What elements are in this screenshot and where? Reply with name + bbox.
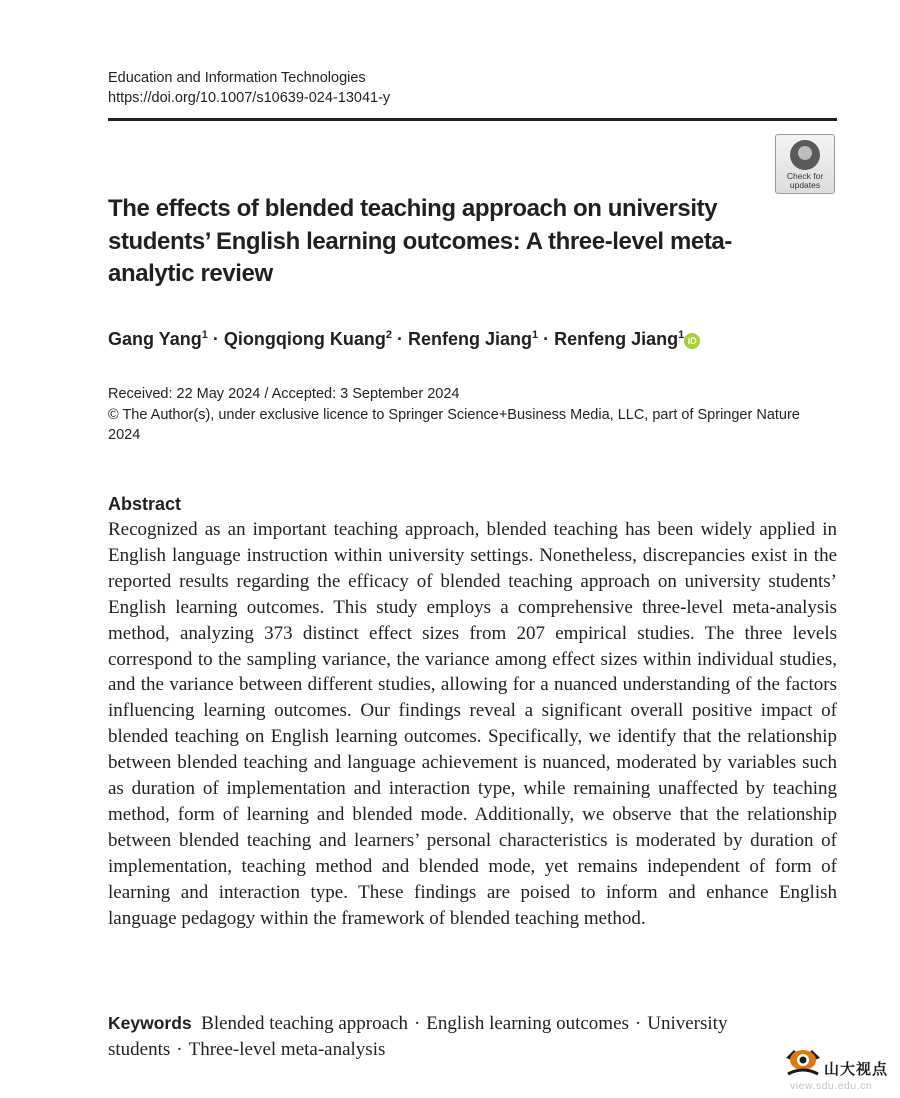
keyword-item: Blended teaching approach: [201, 1013, 408, 1034]
author-name[interactable]: Renfeng Jiang: [554, 329, 679, 349]
author-name[interactable]: Gang Yang: [108, 329, 202, 349]
check-updates-icon: [790, 140, 820, 170]
author-name[interactable]: Qiongqiong Kuang: [223, 329, 386, 349]
header-rule: [108, 118, 837, 121]
watermark-name: 山大视点: [824, 1061, 889, 1078]
keyword-separator: ·: [634, 1013, 642, 1034]
watermark: [778, 1034, 900, 1098]
author-separator: ·: [212, 329, 219, 349]
abstract-heading: Abstract: [108, 494, 182, 514]
watermark-url: view.sdu.edu.cn: [790, 1080, 873, 1092]
received-accepted: Received: 22 May 2024 / Accepted: 3 September 2024: [108, 386, 460, 402]
check-updates-line2: updates: [789, 180, 821, 190]
publication-dates: [108, 384, 828, 446]
keyword-item: English learning outcomes: [426, 1013, 629, 1034]
journal-header: [108, 68, 390, 108]
abstract-text: Recognized as an important teaching approach, blended teaching has been widely applied in English language instruction within university settings. Nonetheless, discrepancies exist in the reported results regarding the efficacy of blended teaching approach on university students’ English learning outcomes. This study employs a comprehensive three-level meta-analysis method, analyzing 373 distinct effect sizes from 207 empirical studies. The three levels correspond to the sampling variance, the variance among effect sizes within individual studies, and the variance between different studies, allowing for a nuanced understanding of the factors influencing learning outcomes. Our findings reveal a significant overall positive impact of blended teaching on English learning outcomes. Specifically, we identify that the relationship between blended teaching and language achievement is nuanced, moderated by variables such as duration of implementation and interaction type, while remaining unaffected by teaching method, form of learning and blended mode. Additionally, we observe that the relationship between blended teaching and learners’ personal characteristics is moderated by duration of implementation, teaching method and blended mode, yet remains independent of form of learning and interaction type. These findings are poised to inform and enhance English language pedagogy within the framework of blended teaching method.: [108, 519, 837, 929]
author-list: [108, 322, 828, 352]
author-name[interactable]: Renfeng Jiang: [407, 329, 532, 349]
copyright-notice: © The Author(s), under exclusive licence to Springer Science+Business Media, LLC, part of Springer Nature 2024: [108, 406, 800, 443]
paper-title: The effects of blended teaching approach on university students’ English learning outcomes: A three-level meta-analytic review: [108, 195, 732, 287]
check-for-updates-badge[interactable]: [775, 134, 835, 194]
author-affiliation: 1: [532, 329, 539, 341]
author-affiliation: 2: [385, 329, 392, 341]
author-separator: ·: [396, 329, 403, 349]
watermark-logo-icon: [782, 1036, 824, 1078]
abstract-body: [108, 517, 837, 932]
author-affiliation: 1: [678, 329, 685, 341]
keyword-item: University students: [108, 1013, 728, 1060]
journal-name: Education and Information Technologies: [108, 70, 366, 86]
keyword-separator: ·: [176, 1039, 183, 1060]
keyword-separator: ·: [413, 1013, 421, 1034]
author-separator: ·: [543, 329, 550, 349]
doi-link[interactable]: https://doi.org/10.1007/s10639-024-13041-y: [108, 90, 391, 106]
keyword-item: Three-level meta-analysis: [188, 1039, 386, 1060]
keywords-label: Keywords: [108, 1013, 192, 1033]
check-updates-line1: Check for: [786, 171, 824, 181]
orcid-icon[interactable]: iD: [684, 333, 700, 349]
author-affiliation: 1: [201, 329, 208, 341]
keywords: [108, 1010, 837, 1063]
